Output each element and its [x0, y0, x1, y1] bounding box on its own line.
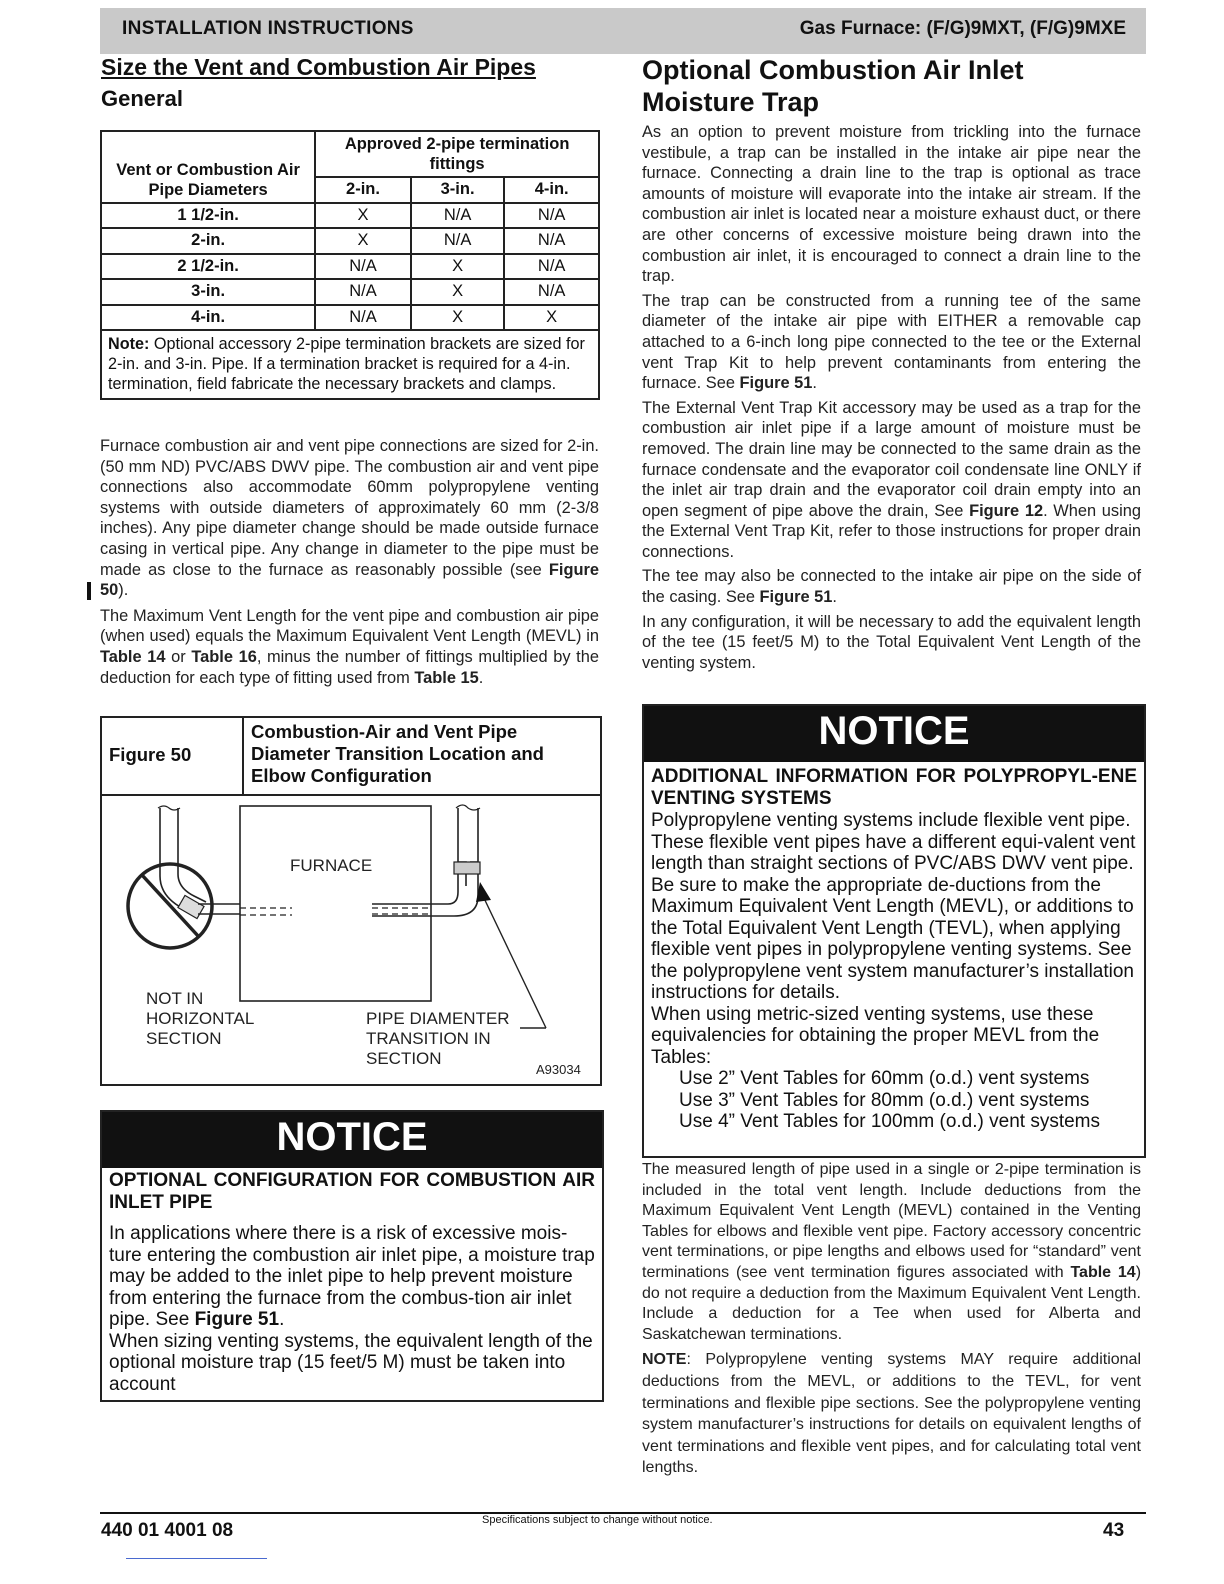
table-cell: N/A [504, 228, 599, 254]
section-subtitle: General [101, 86, 183, 111]
table-col-group: Approved 2-pipe termination fittings [315, 131, 599, 177]
page-number: 43 [1103, 1520, 1125, 1541]
svg-text:TRANSITION IN: TRANSITION IN [366, 1029, 491, 1048]
table-cell: N/A [315, 254, 411, 280]
section-title: Optional Combustion Air Inlet Moisture Trap [642, 55, 1024, 117]
termination-fittings-table [100, 130, 600, 400]
header-right: Gas Furnace: (F/G)9MXT, (F/G)9MXE [799, 18, 1126, 39]
table-cell: 3-in. [101, 279, 315, 305]
table-cell: 2 1/2-in. [101, 254, 315, 280]
section-title: Size the Vent and Combustion Air Pipes [101, 54, 536, 80]
table-row [101, 279, 599, 305]
table-cell: X [411, 254, 505, 280]
figure-label: Figure 50 [109, 744, 192, 765]
notice-paragraph: Polypropylene venting systems include flexible vent pipe. These flexible vent pipes have a different equi-valent vent length than straight sections of PVC/ABS DWV vent pipe. Be sure to make the appropriate de-ductions from the Maximum Equivalent Vent Length (MEVL), or additions to the Total Equivalent Vent Length (TEVL), when applying flexible vent pipes in polypropylene venting systems. See the polypropylene vent system manufacturer’s installation instructions for details. [651, 810, 1136, 1003]
list-item: Use 3” Vent Tables for 80mm (o.d.) vent systems [679, 1089, 1090, 1111]
table-col-header: 3-in. [411, 177, 505, 203]
table-cell: N/A [504, 254, 599, 280]
notice-paragraph: When using metric-sized venting systems, use these equivalencies for obtaining the proper MEVL from the Tables: [651, 1003, 1100, 1068]
table-cell: N/A [411, 228, 505, 254]
not-in-label: NOT IN [146, 989, 204, 1008]
notice-paragraph: In applications where there is a risk of excessive mois-ture entering the combustion air inlet pipe, a moisture trap may be added to the inlet pipe to help prevent moisture from entering the furnace from the combus-tion air inlet pipe. See Figure 51. [109, 1223, 595, 1330]
table-cell: X [411, 279, 505, 305]
table-row [101, 228, 599, 254]
table-row [101, 203, 599, 229]
table-cell: N/A [504, 279, 599, 305]
table-cell: N/A [315, 305, 411, 331]
table-cell: X [315, 228, 411, 254]
paragraph: In any configuration, it will be necessary to add the equivalent length of the tee (15 feet/5 M) to the Total Equivalent Vent Length of the venting system. [642, 612, 1141, 672]
table-col-header: 4-in. [504, 177, 599, 203]
table-cell: N/A [411, 203, 505, 229]
table-cell: N/A [504, 203, 599, 229]
paragraph: NOTE: Polypropylene venting systems MAY require additional deductions from the MEVL, or additions to the TEVL, for vent terminations and flexible pipe sections. See the polypropylene venting system manufacturer’s instructions for details on equivalent lengths of vent terminations and flexible vent pipes, and for calculating total vent lengths. [642, 1351, 1141, 1477]
table-cell: X [411, 305, 505, 331]
svg-text:SECTION: SECTION [146, 1029, 222, 1048]
furnace-label: FURNACE [290, 856, 373, 875]
table-cell: N/A [315, 279, 411, 305]
table-row [101, 305, 599, 331]
paragraph: The External Vent Trap Kit accessory may be used as a trap for the combustion air inlet pipe if a large amount of moisture must be removed. The drain line may be connected to the same drain as the furnace condensate and the evaporator coil condensate line ONLY if the inlet air trap drain and the evaporator coil drain empty into an open segment of pipe above the drain, See Figure 12. When using the External Vent Trap Kit, refer to those instructions for proper drain connections. [642, 398, 1141, 561]
page-header [100, 8, 1146, 54]
list-item: Use 2” Vent Tables for 60mm (o.d.) vent systems [679, 1068, 1090, 1089]
table-cell: 4-in. [101, 305, 315, 331]
table-cell: X [315, 203, 411, 229]
table-row [101, 254, 599, 280]
table-cell: 2-in. [101, 228, 315, 254]
figure-ref: Figure 50 [100, 560, 599, 600]
change-bar [87, 582, 91, 600]
figure-50 [100, 716, 602, 1086]
notice-box [642, 704, 1146, 1158]
header-left: INSTALLATION INSTRUCTIONS [122, 18, 414, 39]
vent-diagram [102, 796, 600, 1082]
notice-heading: OPTIONAL CONFIGURATION FOR COMBUSTION AIR INLET PIPE [109, 1170, 595, 1213]
paragraph: As an option to prevent moisture from trickling into the furnace vestibule, a trap can be installed in the intake air pipe near the furnace. Connecting a drain line to the trap is optional as trace amounts of moisture will evaporate into the intake air stream. If the combustion air inlet is located near a moisture exhaust duct, or there are other concerns of excessive moisture being drawn into the combustion air inlet, it is encouraged to connect a drain line to the trap. [642, 123, 1141, 286]
paragraph: The measured length of pipe used in a single or 2-pipe termination is included in the total vent length. Include deductions from the Maximum Equivalent Vent Length (MEVL) contained in the Venting Tables for elbows and flexible vent pipe. Factory accessory concentric vent terminations, or pipe lengths and elbows used for “standard” vent terminations (see vent termination figures associated with Table 14) do not require a deduction from the Maximum Equivalent Vent Length. Include a deduction for a Tee when used for Alberta and Saskatchewan terminations. [642, 1161, 1142, 1343]
notice-paragraph: When sizing venting systems, the equivalent length of the optional moisture trap (15 feet/5 M) must be taken into account [109, 1330, 593, 1395]
svg-text:SECTION: SECTION [366, 1049, 442, 1068]
paragraph: Furnace combustion air and vent pipe connections are sized for 2-in. (50 mm ND) PVC/ABS DWV pipe. The combustion air and vent pipe connections also accommodate 60mm polypropylene venting systems with outside diameters of approximately 60 mm (2-3/8 inches). Any pipe diameter change should be made outside furnace casing in vertical pipe. Any change in diameter to the pipe must be made as close to the furnace as reasonably possible (see Figure 50). The Maximum Vent Length for the vent pipe and combustion air pipe (when used) equals the Maximum Equivalent Vent Length (MEVL) in Table 14 or Table 16, minus the number of fittings multiplied by the deduction for each type of fitting used from Table 15. [100, 437, 599, 687]
figure-code: A93034 [536, 1062, 581, 1077]
notice-heading: ADDITIONAL INFORMATION FOR POLYPROPYL-ENE VENTING SYSTEMS [651, 766, 1137, 809]
doc-number: 440 01 4001 08 [101, 1520, 234, 1541]
notice-title: NOTICE [644, 706, 1144, 762]
table-row-header: Vent or Combustion Air Pipe Diameters [101, 131, 315, 203]
paragraph: The trap can be constructed from a running tee of the same diameter of the intake air pipe with EITHER a removable cap attached to a 6-inch long pipe connected to the tee or the External vent Trap Kit to help prevent contaminants from entering the furnace. See Figure 51. [642, 291, 1141, 393]
paragraph: The tee may also be connected to the intake air pipe on the side of the casing. See Figure 51. [642, 567, 1141, 607]
svg-text:HORIZONTAL: HORIZONTAL [146, 1009, 255, 1028]
list-item: Use 4” Vent Tables for 100mm (o.d.) vent systems [679, 1111, 1100, 1132]
footer-link-line [126, 1558, 267, 1559]
right-paragraphs-lower [642, 1160, 1141, 1479]
footer-note: Specifications subject to change without notice. [482, 1514, 713, 1526]
table-cell: 1 1/2-in. [101, 203, 315, 229]
table-cell: X [504, 305, 599, 331]
pipe-transition-label: PIPE DIAMENTER [366, 1009, 510, 1028]
table-col-header: 2-in. [315, 177, 411, 203]
figure-caption: Combustion-Air and Vent Pipe Diameter Transition Location and Elbow Configuration [251, 721, 544, 786]
notice-title: NOTICE [102, 1112, 602, 1168]
right-paragraphs [642, 122, 1141, 673]
notice-box [100, 1110, 604, 1402]
table-note: Note: Optional accessory 2-pipe termination brackets are sized for 2-in. and 3-in. Pipe. If a termination bracket is required for a 4-in. termination, field fabricate the necessary brackets and clamps. [101, 330, 599, 399]
